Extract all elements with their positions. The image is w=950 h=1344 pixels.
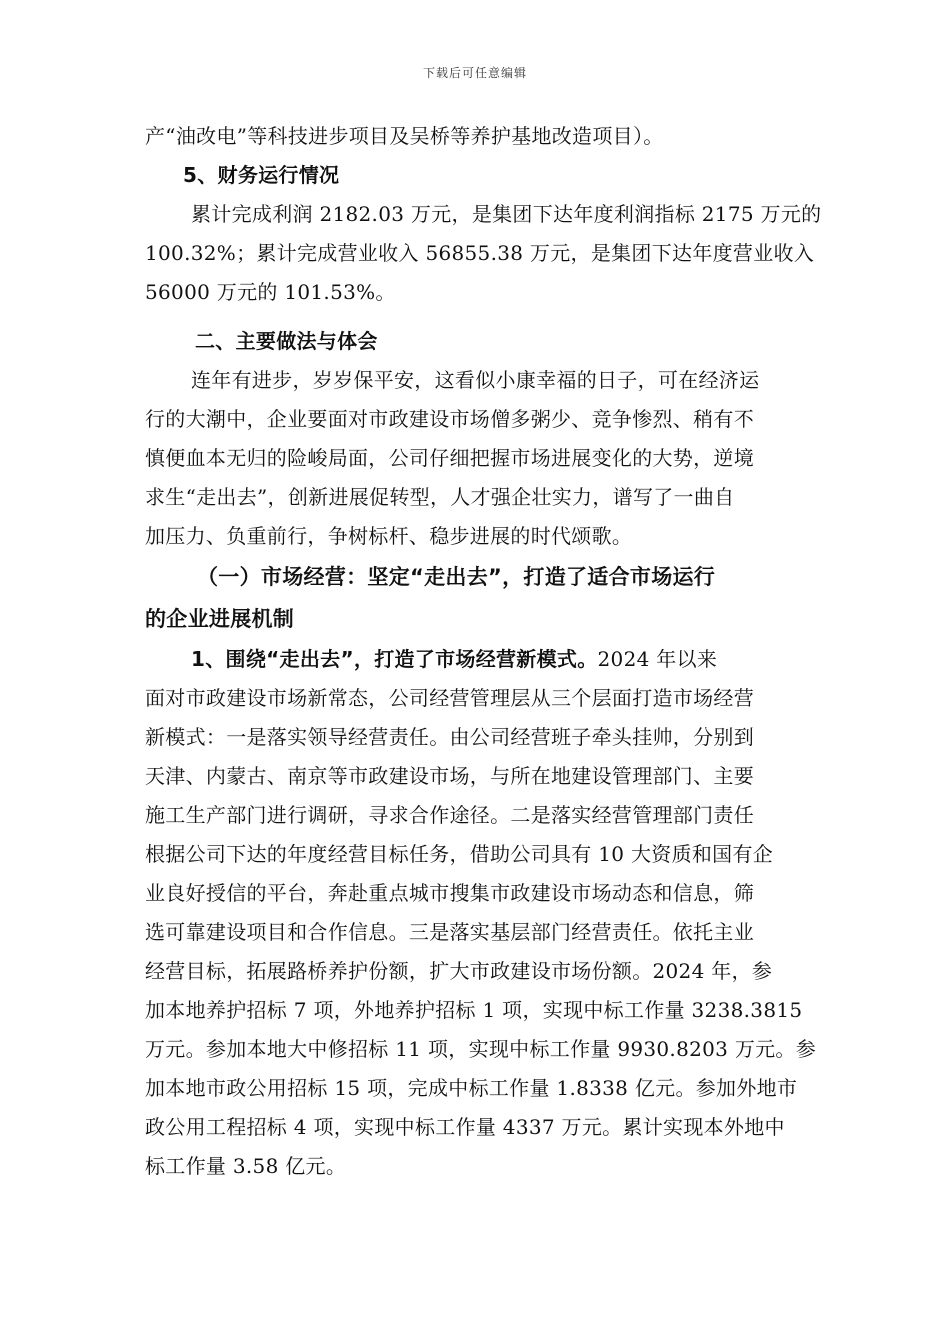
paragraph-line: 天津、内蒙古、南京等市政建设市场，与所在地建设管理部门、主要 — [145, 764, 754, 788]
paragraph-line: 经营目标，拓展路桥养护份额，扩大市政建设市场份额。2024 年，参 — [145, 959, 773, 983]
paragraph-line: 根据公司下达的年度经营目标任务，借助公司具有 10 大资质和国有企 — [145, 842, 774, 866]
subsection-heading: （一）市场经营：坚定“走出去”，打造了适合市场运行 — [197, 565, 716, 589]
paragraph-line: 万元。参加本地大中修招标 11 项，实现中标工作量 9930.8203 万元。参 — [145, 1037, 817, 1061]
paragraph-line: 加压力、负重前行，争树标杆、稳步进展的时代颂歌。 — [145, 524, 633, 548]
paragraph-line: 施工生产部门进行调研，寻求合作途径。二是落实经营管理部门责任 — [145, 803, 754, 827]
section-heading: 5、财务运行情况 — [183, 163, 340, 187]
paragraph-line: 选可靠建设项目和合作信息。三是落实基层部门经营责任。依托主业 — [145, 920, 754, 944]
paragraph-line: 行的大潮中，企业要面对市政建设市场僧多粥少、竞争惨烈、稍有不 — [145, 407, 754, 431]
document-body — [145, 117, 822, 312]
page-header: 下载后可任意编辑 — [422, 66, 527, 80]
paragraph-line: 求生“走出去”，创新进展促转型，人才强企壮实力，谱写了一曲自 — [145, 485, 735, 509]
paragraph-line: 政公用工程招标 4 项，实现中标工作量 4337 万元。累计实现本外地中 — [145, 1115, 785, 1139]
paragraph-line: 累计完成利润 2182.03 万元，是集团下达年度利润指标 2175 万元的 — [191, 202, 822, 226]
paragraph-line: 慎便血本无归的险峻局面，公司仔细把握市场进展变化的大势，逆境 — [145, 446, 754, 470]
paragraph-line: 加本地市政公用招标 15 项，完成中标工作量 1.8338 亿元。参加外地市 — [145, 1076, 798, 1100]
section-heading: 二、主要做法与体会 — [195, 329, 378, 353]
paragraph-line: 加本地养护招标 7 项，外地养护招标 1 项，实现中标工作量 3238.3815 — [145, 998, 803, 1022]
subsection-heading-cont: 的企业进展机制 — [145, 607, 295, 631]
paragraph-line: 100.32%；累计完成营业收入 56855.38 万元，是集团下达年度营业收入 — [145, 241, 815, 265]
paragraph-lead: 1、围绕“走出去”，打造了市场经营新模式。 — [191, 647, 598, 671]
paragraph-line: 业良好授信的平台，奔赴重点城市搜集市政建设市场动态和信息，筛 — [145, 881, 754, 905]
paragraph-line — [145, 640, 811, 679]
paragraph-line-rest: 2024 年以来 — [597, 647, 718, 671]
paragraph-line: 连年有进步，岁岁保平安，这看似小康幸福的日子，可在经济运 — [191, 368, 760, 392]
paragraph-line: 面对市政建设市场新常态，公司经营管理层从三个层面打造市场经营 — [145, 686, 754, 710]
paragraph-line: 标工作量 3.58 亿元。 — [145, 1154, 347, 1178]
paragraph-line: 56000 万元的 101.53%。 — [145, 280, 396, 304]
paragraph-line: 新模式：一是落实领导经营责任。由公司经营班子牵头挂帅，分别到 — [145, 725, 754, 749]
section-two — [145, 322, 817, 1186]
paragraph-line: 产“油改电”等科技进步项目及吴桥等养护基地改造项目）。 — [145, 124, 664, 148]
